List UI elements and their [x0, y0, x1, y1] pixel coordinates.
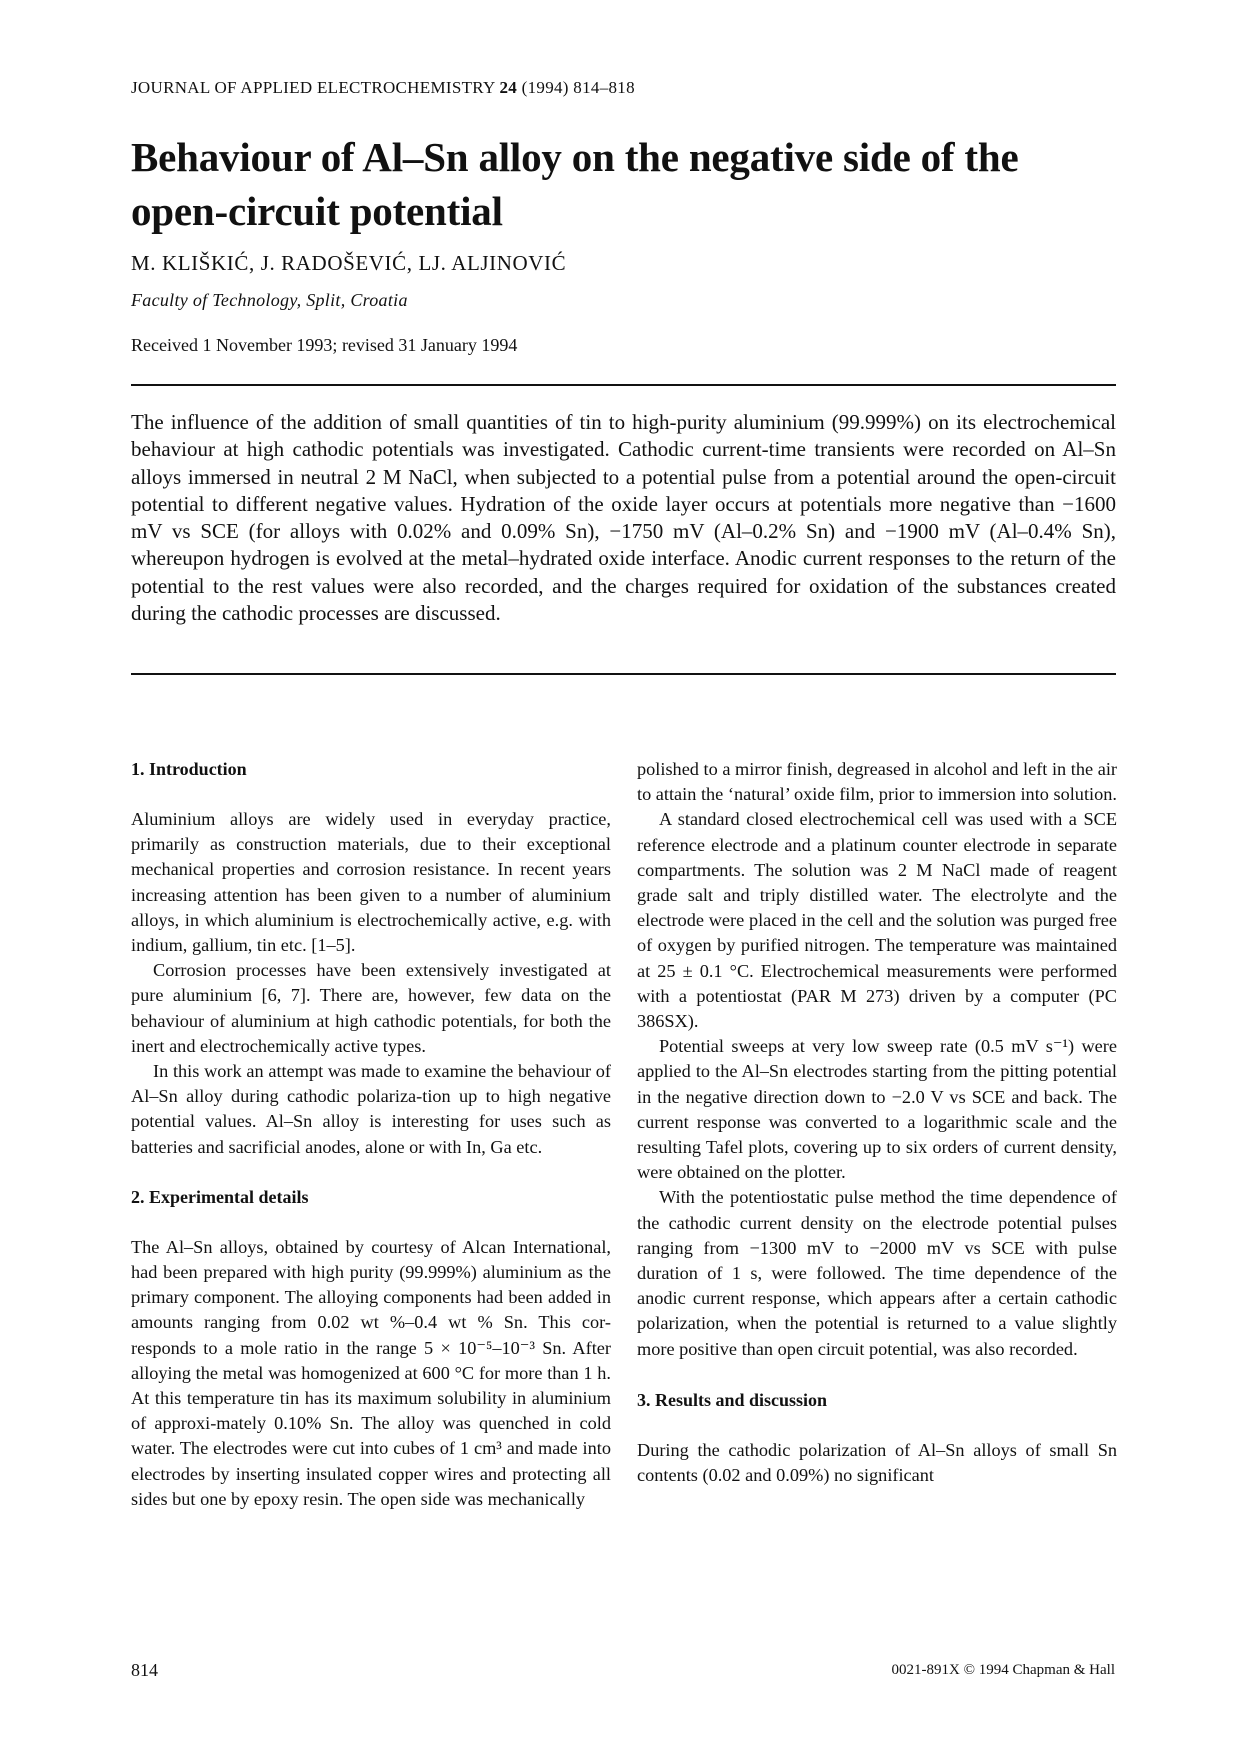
journal-volume: 24 [499, 78, 518, 97]
article-title [131, 130, 1131, 238]
section-heading-results: 3. Results and discussion [637, 1389, 828, 1410]
abstract: The influence of the addition of small quantities of tin to high-purity aluminium (99.999%) on its electrochemical behaviour at high cathodic potentials was investigated. Cathodic current-time transients were recorded on Al–Sn alloys immersed in neutral 2 M NaCl, when subjected to a potential pulse from a potential around the open-circuit potential to different negative values. Hydration of the oxide layer occurs at potentials more negative than −1600 mV vs SCE (for alloys with 0.02% and 0.09% Sn), −1750 mV (Al–0.2% Sn) and −1900 mV (Al–0.4% Sn), whereupon hydrogen is evolved at the metal–hydrated oxide interface. Anodic current responses to the return of the potential to the rest values were also recorded, and the charges required for oxidation of the substances created during the cathodic processes are discussed. [131, 410, 1116, 626]
paragraph: Aluminium alloys are widely used in everyday practice, primarily as construction materials, due to their exceptional mechanical properties and corrosion resistance. In recent years increasing attention has been given to a number of aluminium alloys, in which aluminium is electrochemically active, e.g. with indium, gallium, tin etc. [1–5]. [131, 809, 611, 956]
journal-name: JOURNAL OF APPLIED ELECTROCHEMISTRY [131, 78, 500, 97]
page-number: 814 [131, 1660, 158, 1680]
paragraph: Potential sweeps at very low sweep rate (0.5 mV s⁻¹) were applied to the Al–Sn electrodes starting from the pitting potential in the negative direction down to −2.0 V vs SCE and back. The current response was converted to a logarithmic scale and the resulting Tafel plots, covering up to six orders of current density, were obtained on the plotter. [637, 1036, 1117, 1183]
journal-year-pages: (1994) 814–818 [517, 78, 635, 97]
abstract-top-rule [131, 384, 1116, 386]
affiliation: Faculty of Technology, Split, Croatia [131, 290, 408, 310]
paragraph: With the potentiostatic pulse method the time dependence of the cathodic current density on the electrode potential pulses ranging from −1300 mV to −2000 mV vs SCE with pulse duration of 1 s, were followed. The time dependence of the anodic current response, which appears after a certain cathodic polarization, when the potential is returned to a value slightly more positive than open circuit potential, was also recorded. [637, 1187, 1117, 1359]
author-list: M. KLIŠKIĆ, J. RADOŠEVIĆ, LJ. ALJINOVIĆ [131, 251, 567, 275]
right-column [637, 757, 1117, 1488]
journal-header [131, 78, 635, 98]
title-line-1: Behaviour of Al–Sn alloy on the negative side of the [131, 134, 1019, 180]
paragraph: The Al–Sn alloys, obtained by courtesy of Alcan International, had been prepared with high purity (99.999%) aluminium as the primary component. The alloying components had been added in amounts ranging from 0.02 wt %–0.4 wt % Sn. This cor-responds to a mole ratio in the range 5 × 10⁻⁵–10⁻³ Sn. After alloying the metal was homogenized at 600 °C for more than 1 h. At this temperature tin has its maximum solubility in aluminium of approxi-mately 0.10% Sn. The alloy was quenched in cold water. The electrodes were cut into cubes of 1 cm³ and made into electrodes by inserting insulated copper wires and protecting all sides but one by epoxy resin. The open side was mechanically [131, 1236, 611, 1509]
paragraph: polished to a mirror finish, degreased in alcohol and left in the air to attain the ‘natural’ oxide film, prior to immersion into solution. [637, 759, 1117, 805]
paragraph: In this work an attempt was made to examine the behaviour of Al–Sn alloy during cathodic polariza-tion up to high negative potential values. Al–Sn alloy is interesting for uses such as batteries and sacrificial anodes, alone or with In, Ga etc. [131, 1061, 611, 1157]
paragraph: Corrosion processes have been extensively investigated at pure aluminium [6, 7]. There are, however, few data on the behaviour of aluminium at high cathodic potentials, for both the inert and electrochemically active types. [131, 960, 611, 1056]
title-line-2: open-circuit potential [131, 188, 503, 234]
abstract-bottom-rule [131, 673, 1116, 675]
section-heading-experimental: 2. Experimental details [131, 1186, 309, 1207]
section-heading-introduction: 1. Introduction [131, 759, 247, 779]
received-dates: Received 1 November 1993; revised 31 January 1994 [131, 335, 518, 355]
paragraph: A standard closed electrochemical cell was used with a SCE reference electrode and a platinum counter electrode in separate compartments. The solution was 2 M NaCl made of reagent grade salt and triply distilled water. The electrolyte and the electrode were placed in the cell and the solution was purged free of oxygen by purified nitrogen. The temperature was maintained at 25 ± 0.1 °C. Electrochemical measurements were performed with a potentiostat (PAR M 273) driven by a computer (PC 386SX). [637, 809, 1117, 1032]
left-column [131, 757, 611, 1512]
copyright-line: 0021-891X © 1994 Chapman & Hall [891, 1662, 1115, 1678]
paragraph: During the cathodic polarization of Al–Sn alloys of small Sn contents (0.02 and 0.09%) no significant [637, 1439, 1117, 1486]
